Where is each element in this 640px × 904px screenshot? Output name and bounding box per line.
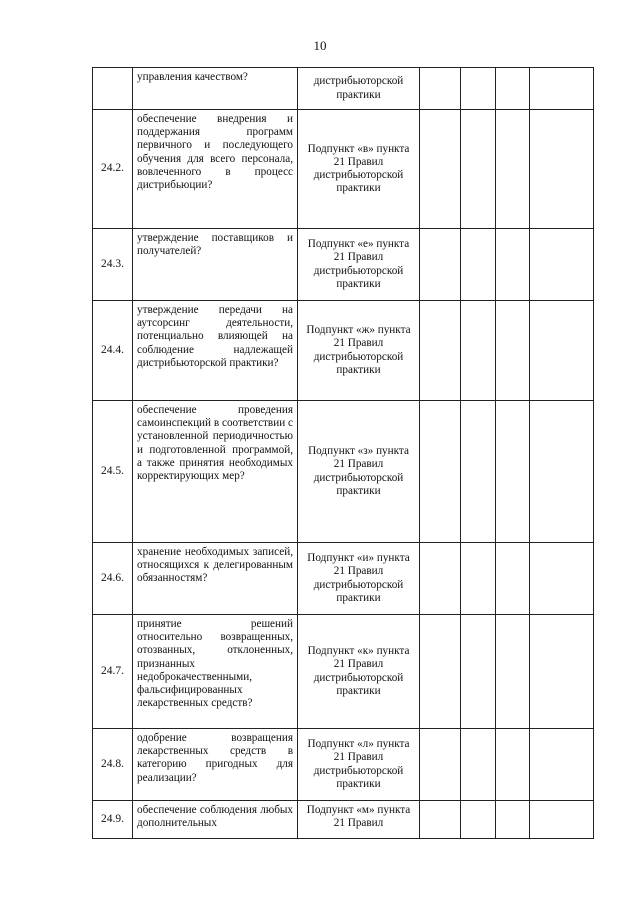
- answer-na-cell[interactable]: [496, 729, 530, 801]
- table-row: [93, 68, 594, 110]
- answer-na-cell[interactable]: [496, 801, 530, 839]
- notes-cell[interactable]: [530, 401, 594, 543]
- legal-reference: Подпункт «ж» пункта 21 Правил дистрибьюторской практики: [298, 301, 420, 401]
- answer-na-cell[interactable]: [496, 615, 530, 729]
- notes-cell[interactable]: [530, 801, 594, 839]
- answer-yes-cell[interactable]: [420, 229, 461, 301]
- answer-no-cell[interactable]: [461, 301, 496, 401]
- table-row: [93, 229, 594, 301]
- answer-yes-cell[interactable]: [420, 401, 461, 543]
- answer-yes-cell[interactable]: [420, 543, 461, 615]
- page-number: 10: [313, 38, 327, 53]
- answer-na-cell[interactable]: [496, 543, 530, 615]
- notes-cell[interactable]: [530, 301, 594, 401]
- notes-cell[interactable]: [530, 229, 594, 301]
- legal-reference: Подпункт «м» пункта 21 Правил: [298, 801, 420, 839]
- table-row: [93, 729, 594, 801]
- row-number: 24.2.: [93, 110, 133, 229]
- answer-yes-cell[interactable]: [420, 615, 461, 729]
- requirement-text: обеспечение проведения самоинспекций в соответствии с установленной периодичностью и подготовленной программой, а также принятия необходимых корректирующих мер?: [133, 401, 298, 543]
- answer-no-cell[interactable]: [461, 615, 496, 729]
- answer-na-cell[interactable]: [496, 68, 530, 110]
- row-number: 24.7.: [93, 615, 133, 729]
- requirement-text: обеспечение соблюдения любых дополнительных: [133, 801, 298, 839]
- answer-yes-cell[interactable]: [420, 301, 461, 401]
- legal-reference: Подпункт «к» пункта 21 Правил дистрибьюторской практики: [298, 615, 420, 729]
- table-row: [93, 110, 594, 229]
- requirement-text: обеспечение внедрения и поддержания программ первичного и последующего обучения для всего персонала, вовлеченного в процесс дистрибьюции?: [133, 110, 298, 229]
- notes-cell[interactable]: [530, 68, 594, 110]
- row-number: 24.4.: [93, 301, 133, 401]
- legal-reference: дистрибьюторской практики: [298, 68, 420, 110]
- answer-na-cell[interactable]: [496, 301, 530, 401]
- requirement-text: одобрение возвращения лекарственных средств в категорию пригодных для реализации?: [133, 729, 298, 801]
- row-number: [93, 68, 133, 110]
- notes-cell[interactable]: [530, 729, 594, 801]
- answer-yes-cell[interactable]: [420, 801, 461, 839]
- answer-na-cell[interactable]: [496, 229, 530, 301]
- requirement-text: управления качеством?: [133, 68, 298, 110]
- answer-na-cell[interactable]: [496, 110, 530, 229]
- notes-cell[interactable]: [530, 110, 594, 229]
- legal-reference: Подпункт «и» пункта 21 Правил дистрибьюторской практики: [298, 543, 420, 615]
- row-number: 24.5.: [93, 401, 133, 543]
- row-number: 24.3.: [93, 229, 133, 301]
- answer-na-cell[interactable]: [496, 401, 530, 543]
- notes-cell[interactable]: [530, 543, 594, 615]
- legal-reference: Подпункт «е» пункта 21 Правил дистрибьюторской практики: [298, 229, 420, 301]
- row-number: 24.6.: [93, 543, 133, 615]
- table-row: [93, 615, 594, 729]
- answer-no-cell[interactable]: [461, 729, 496, 801]
- legal-reference: Подпункт «з» пункта 21 Правил дистрибьюторской практики: [298, 401, 420, 543]
- table-row: [93, 801, 594, 839]
- row-number: 24.9.: [93, 801, 133, 839]
- answer-yes-cell[interactable]: [420, 68, 461, 110]
- answer-yes-cell[interactable]: [420, 729, 461, 801]
- requirement-text: хранение необходимых записей, относящихся к делегированным обязанностям?: [133, 543, 298, 615]
- answer-no-cell[interactable]: [461, 110, 496, 229]
- answer-no-cell[interactable]: [461, 801, 496, 839]
- answer-no-cell[interactable]: [461, 543, 496, 615]
- checklist-table: [92, 67, 594, 839]
- requirement-text: утверждение передачи на аутсорсинг деятельности, потенциально влияющей на соблюдение надлежащей дистрибьюторской практики?: [133, 301, 298, 401]
- row-number: 24.8.: [93, 729, 133, 801]
- answer-no-cell[interactable]: [461, 401, 496, 543]
- requirement-text: принятие решений относительно возвращенных, отозванных, отклоненных, признанных недоброкачественными, фальсифицированных лекарственных средств?: [133, 615, 298, 729]
- table-row: [93, 543, 594, 615]
- notes-cell[interactable]: [530, 615, 594, 729]
- requirement-text: утверждение поставщиков и получателей?: [133, 229, 298, 301]
- answer-no-cell[interactable]: [461, 68, 496, 110]
- answer-yes-cell[interactable]: [420, 110, 461, 229]
- legal-reference: Подпункт «л» пункта 21 Правил дистрибьюторской практики: [298, 729, 420, 801]
- table-row: [93, 301, 594, 401]
- legal-reference: Подпункт «в» пункта 21 Правил дистрибьюторской практики: [298, 110, 420, 229]
- table-row: [93, 401, 594, 543]
- answer-no-cell[interactable]: [461, 229, 496, 301]
